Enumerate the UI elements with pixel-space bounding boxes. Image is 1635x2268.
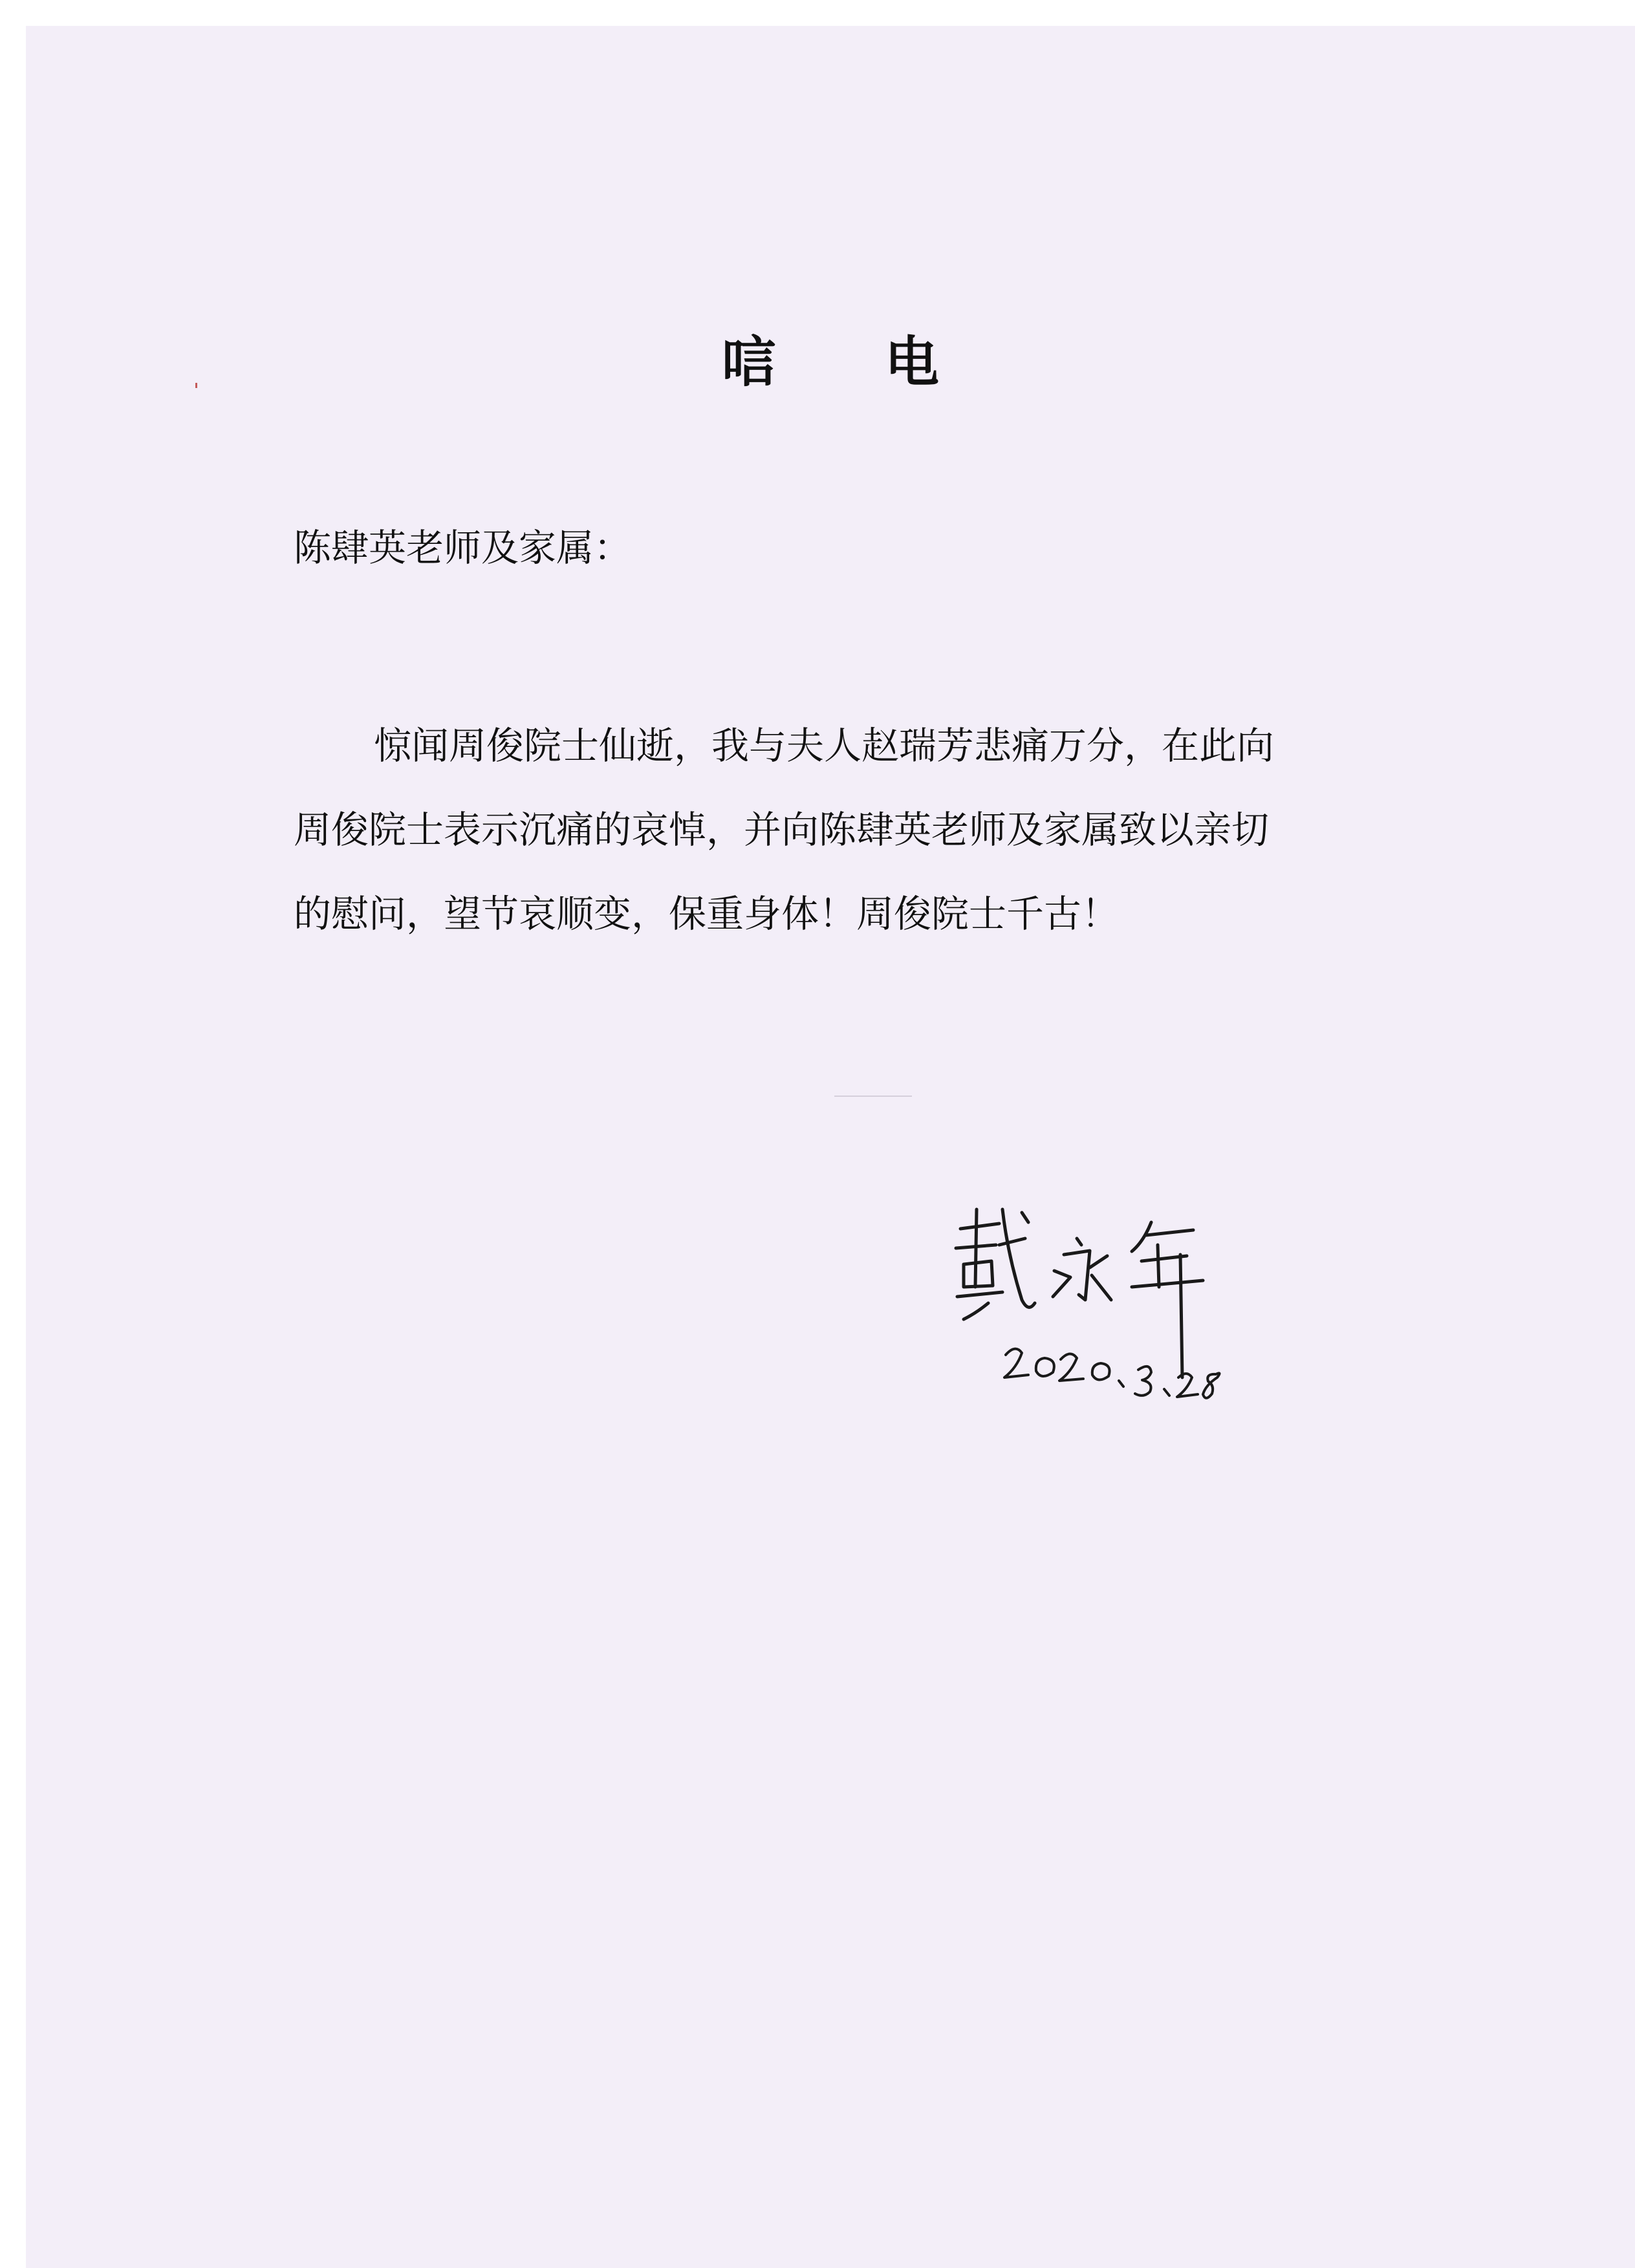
letter-title: 唁 电 [721, 330, 939, 394]
body-line: 周俊院士表示沉痛的哀悼，并向陈肆英老师及家属致以亲切 [294, 808, 1270, 852]
body-line: 惊闻周俊院士仙逝，我与夫人赵瑞芳悲痛万分，在此向 [374, 724, 1275, 768]
handwritten-signature [938, 1183, 1274, 1436]
letter-page [26, 26, 1635, 2268]
scan-speck [195, 383, 197, 388]
salutation: 陈肆英老师及家属： [294, 526, 632, 570]
signature-drawing [938, 1183, 1274, 1436]
body-line: 的慰问，望节哀顺变，保重身体！周俊院士千古！ [294, 892, 1120, 936]
scan-speck [834, 1096, 912, 1097]
